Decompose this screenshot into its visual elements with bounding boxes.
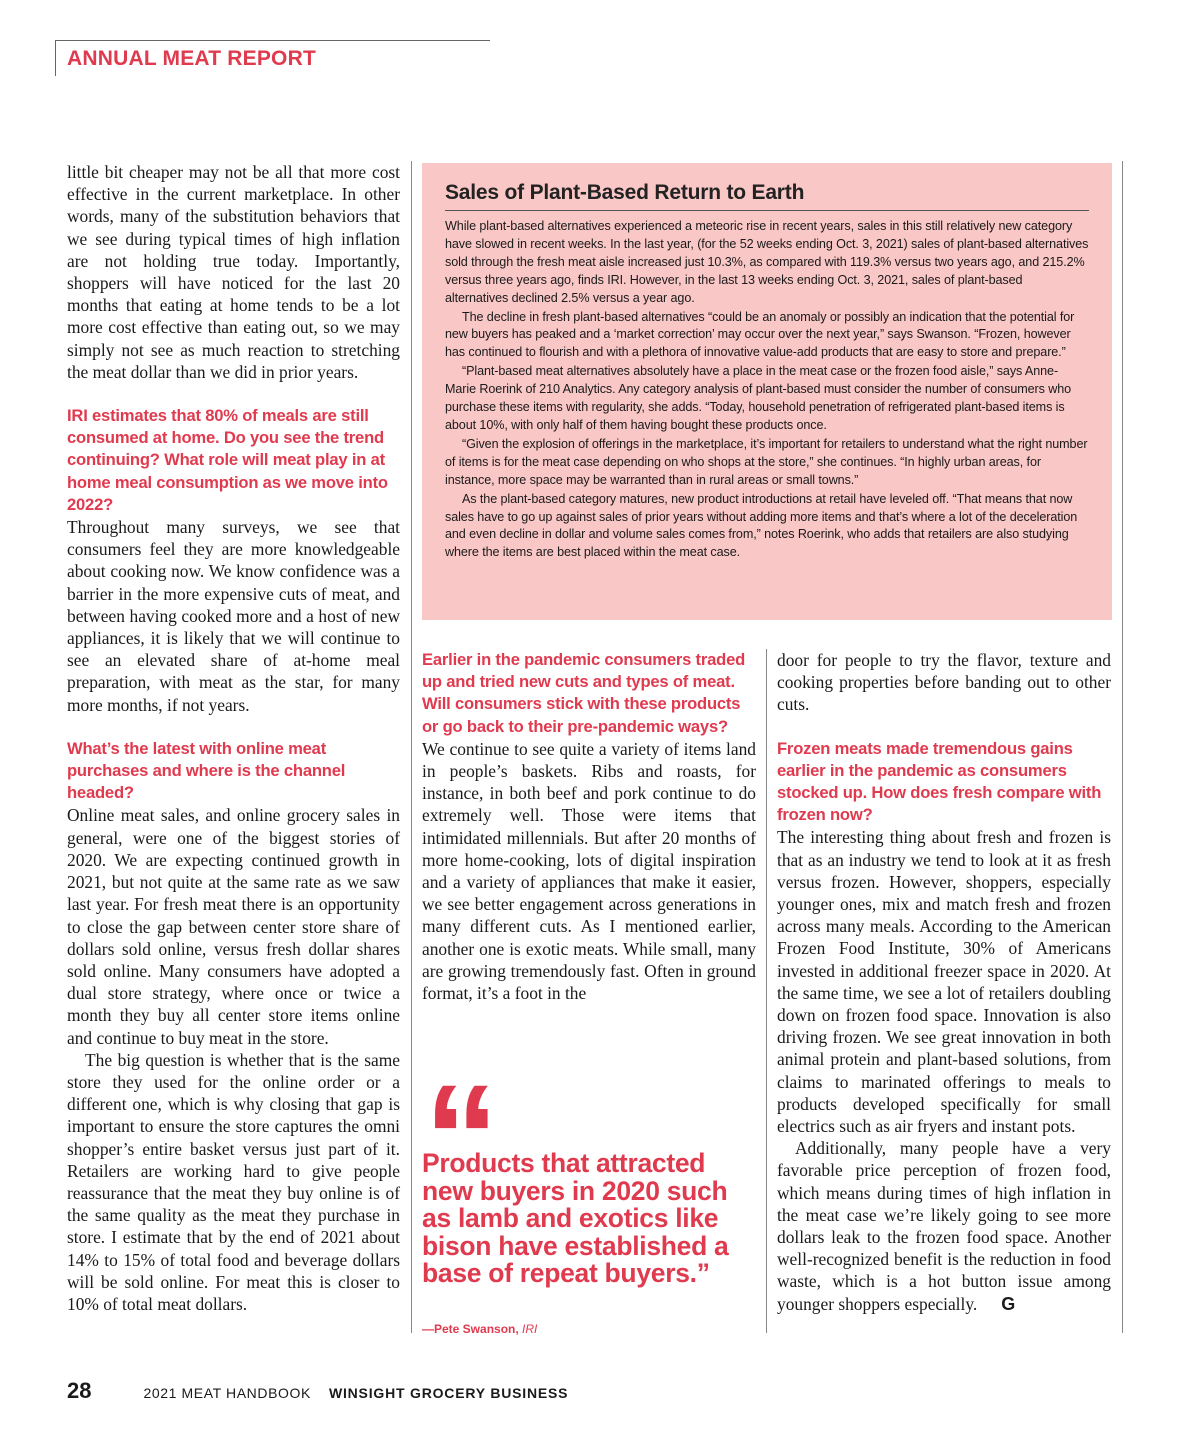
attribution-org: IRI xyxy=(522,1322,538,1336)
paragraph-text: Additionally, many people have a very favorable price perception of frozen food, which means during times of high inflation in the meat case we’re likely going to see more dollars leak to the frozen food space. Another well-recognized benefit is the reduction in food waste, which is a hot button issue among younger shoppers especially. xyxy=(777,1138,1111,1314)
question-heading: Frozen meats made tremendous gains earlier in the pandemic as consumers stocked up. How does fresh compare with frozen now? xyxy=(777,738,1102,825)
body-paragraph: Online meat sales, and online grocery sales in general, were one of the biggest stories of 2020. We are expecting continued growth in 2021, but not quite at the same rate as we saw last year. For fresh meat there is an opportunity to close the gap between center store share of dollars sold online, versus fresh dollar shares sold online. Many consumers have adopted a dual store strategy, where once or twice a month they buy all center store items online and continue to buy meat in the store. xyxy=(67,805,400,1048)
body-paragraph: little bit cheaper may not be all that more cost effective in the current marketplace. In other words, many of the substitution behaviors that we see during typical times of high inflation are not holding true today. Importantly, shoppers will have noticed for the last 20 months that eating at home tends to be a lot more cost effective than eating out, so we may simply not see as much reaction to stretching the meat dollar than we did in prior years. xyxy=(67,162,400,382)
header-rule xyxy=(55,40,490,41)
column-divider xyxy=(766,649,767,1333)
quote-mark-icon: “ xyxy=(424,1053,491,1221)
end-mark-icon: G xyxy=(1001,1293,1016,1314)
quote-attribution xyxy=(422,1322,537,1336)
attribution-name: —Pete Swanson, xyxy=(422,1322,519,1336)
page-footer xyxy=(67,1378,568,1404)
magazine-name: WINSIGHT GROCERY BUSINESS xyxy=(328,1385,569,1401)
sidebar-paragraph: “Plant-based meat alternatives absolutely have a place in the meat case or the frozen food aisle,” says Anne-Marie Roerink of 210 Analytics. Any category analysis of plant-based must consider the number of consumers who purchase these items with regularity, she adds. “Today, household penetration of refrigerated plant-based items is about 10%, with only half of them having bought these products once. xyxy=(445,364,1072,432)
question-heading: What’s the latest with online meat purchases and where is the channel headed? xyxy=(67,738,346,803)
sidebar-paragraph: As the plant-based category matures, new product introductions at retail have leveled off. “That means that now sales have to go up against sales of prior years without adding more items and that’s where a lot of the deceleration and even decline in dollar and volume sales comes from,” notes Roerink, who adds that retailers are also studying where the items are best placed within the meat case. xyxy=(445,491,1078,560)
body-paragraph xyxy=(777,1137,1111,1315)
question-heading: IRI estimates that 80% of meals are still consumed at home. Do you see the trend continuing? What role will meat play in at home meal consumption as we move into 2022? xyxy=(67,406,388,514)
section-title: ANNUAL MEAT REPORT xyxy=(67,47,316,70)
header-vertical-rule xyxy=(55,40,56,76)
sidebar-paragraph: “Given the explosion of offerings in the marketplace, it’s important for retailers to understand what the right number of items is for the meat case depending on who shops at the store,” she continues. “In highly urban areas, for instance, more space may be warranted than in rural areas or small towns.” xyxy=(445,436,1088,487)
body-paragraph: The big question is whether that is the same store they used for the online order or a different one, which is why closing that gap is important to ensure the store captures the omni shopper’s entire basket versus just part of it. Retailers are working hard to give people reassurance that the meat they buy online is of the same quality as the meat they purchase in store. I estimate that by the end of 2021 about 14% to 15% of total food and beverage dollars will be sold online. For meat this is closer to 10% of total meat dollars. xyxy=(67,1049,400,1314)
page-number: 28 xyxy=(67,1378,92,1403)
sidebar-box xyxy=(422,163,1112,620)
body-paragraph: Throughout many surveys, we see that consumers feel they are more knowledgeable about cooking now. We know confidence was a barrier in the more expensive cuts of meat, and between having cooked more and a host of new appliances, it is likely that we will continue to see an elevated share of at-home meal preparation, with meat as the star, for many more months, if not years. xyxy=(67,517,400,715)
column-3 xyxy=(777,649,1111,1315)
sidebar-paragraph: The decline in fresh plant-based alternatives “could be an anomaly or possibly an indication that the potential for new buyers has peaked and a ‘market correction’ may occur over the next year,” says Swanson. “Frozen, however has continued to flourish and with a plethora of innovative value-add products that are easy to store and prepare.” xyxy=(445,309,1075,360)
column-2 xyxy=(422,649,756,1004)
publication-name: 2021 MEAT HANDBOOK xyxy=(143,1385,311,1401)
sidebar-paragraph: While plant-based alternatives experienced a meteoric rise in recent years, sales in this still relatively new category have slowed in recent weeks. In the last year, (for the 52 weeks ending Oct. 3, 2021) sales of plant-based alternatives sold through the fresh meat aisle increased just 10.3%, as compared with 119.3% versus two years ago, and 215.2% versus three years ago, finds IRI. However, in the last 13 weeks ending Oct. 3, 2021, sales of plant-based alternatives declined 2.5% versus a year ago. xyxy=(445,219,1089,305)
column-divider xyxy=(1122,161,1123,1333)
body-paragraph: The interesting thing about fresh and frozen is that as an industry we tend to look at it as fresh versus frozen. However, shoppers, especially younger ones, mix and match fresh and frozen across many meals. According to the American Frozen Food Institute, 30% of Americans invested in additional freezer space in 2020. At the same time, we see a lot of retailers doubling down on frozen food space. Innovation is also driving frozen. We see great innovation in both animal protein and plant-based solutions, from claims to marinated offerings to meals to products developed specifically for small electrics such as air fryers and instant pots. xyxy=(777,827,1111,1137)
column-divider xyxy=(411,161,412,1333)
sidebar-title: Sales of Plant-Based Return to Earth xyxy=(445,181,1089,211)
column-1 xyxy=(67,161,400,1315)
pull-quote: Products that attracted new buyers in 2020 such as lamb and exotics like bison have established a base of repeat buyers.” xyxy=(422,1148,729,1289)
body-paragraph: door for people to try the flavor, texture and cooking properties before banding out to other cuts. xyxy=(777,650,1111,715)
question-heading: Earlier in the pandemic consumers traded up and tried new cuts and types of meat. Will consumers stick with these products or go back to their pre-pandemic ways? xyxy=(422,650,746,736)
body-paragraph: We continue to see quite a variety of items land in people’s baskets. Ribs and roasts, for instance, in both beef and pork continue to do extremely well. Those were items that intimidated millennials. But after 20 months of more home-cooking, lots of digital inspiration and a variety of appliances that make it easier, we see better engagement across generations in many different cuts. As I mentioned earlier, another one is exotic meats. While small, many are growing tremendously fast. Often in ground format, it’s a foot in the xyxy=(422,738,756,1004)
